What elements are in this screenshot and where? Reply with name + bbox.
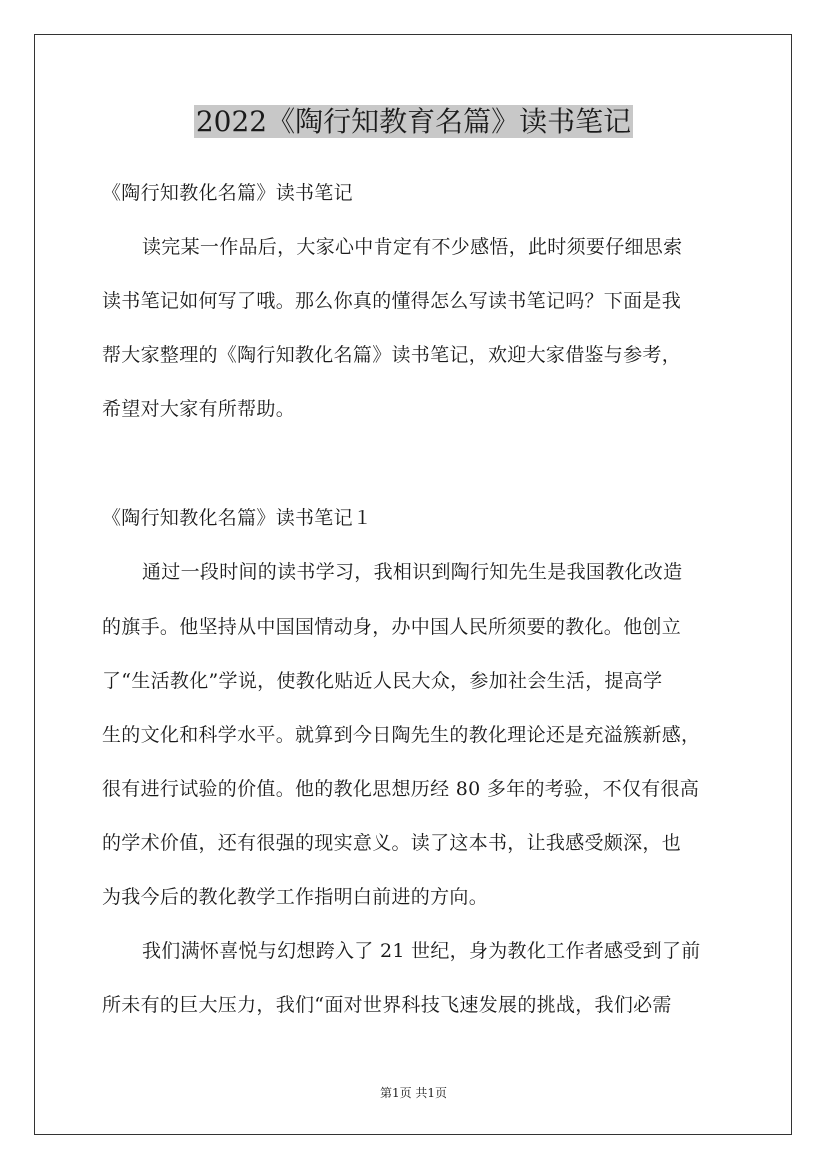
text-line-6: 《陶行知教化名篇》读书笔记１ [102, 507, 373, 529]
text-line-2: 读完某一作品后，大家心中肯定有不少感悟，此时须要仔细思索 [142, 236, 683, 258]
text-line-15: 所未有的巨大压力，我们“面对世界科技飞速发展的挑战，我们必需 [102, 994, 672, 1016]
text-line-10: 生的文化和科学水平。就算到今日陶先生的教化理论还是充溢簇新感， [102, 724, 701, 746]
text-line-9: 了“生活教化”学说，使教化贴近人民大众，参加社会生活，提高学 [102, 670, 663, 692]
page-footer: 第1页 共1页 [379, 1086, 448, 1100]
text-line-3: 读书笔记如何写了哦。那么你真的懂得怎么写读书笔记吗？下面是我 [102, 290, 682, 312]
text-line-14: 我们满怀喜悦与幻想跨入了 21 世纪，身为教化工作者感受到了前 [142, 940, 701, 962]
text-line-7: 通过一段时间的读书学习，我相识到陶行知先生是我国教化改造 [142, 561, 683, 583]
text-line-13: 为我今后的教化教学工作指明白前进的方向。 [102, 886, 489, 908]
text-line-4: 帮大家整理的《陶行知教化名篇》读书笔记，欢迎大家借鉴与参考， [102, 344, 682, 366]
text-line-12: 的学术价值，还有很强的现实意义。读了这本书，让我感受颇深，也 [102, 832, 682, 854]
text-line-5: 希望对大家有所帮助。 [102, 398, 296, 420]
text-line-11: 很有进行试验的价值。他的教化思想历经 80 多年的考验，不仅有很高 [102, 778, 700, 800]
text-line-8: 的旗手。他坚持从中国国情动身，办中国人民所须要的教化。他创立 [102, 616, 682, 638]
document-title: 2022《陶行知教育名篇》读书笔记 [195, 105, 632, 138]
text-line-1: 《陶行知教化名篇》读书笔记 [102, 182, 353, 204]
